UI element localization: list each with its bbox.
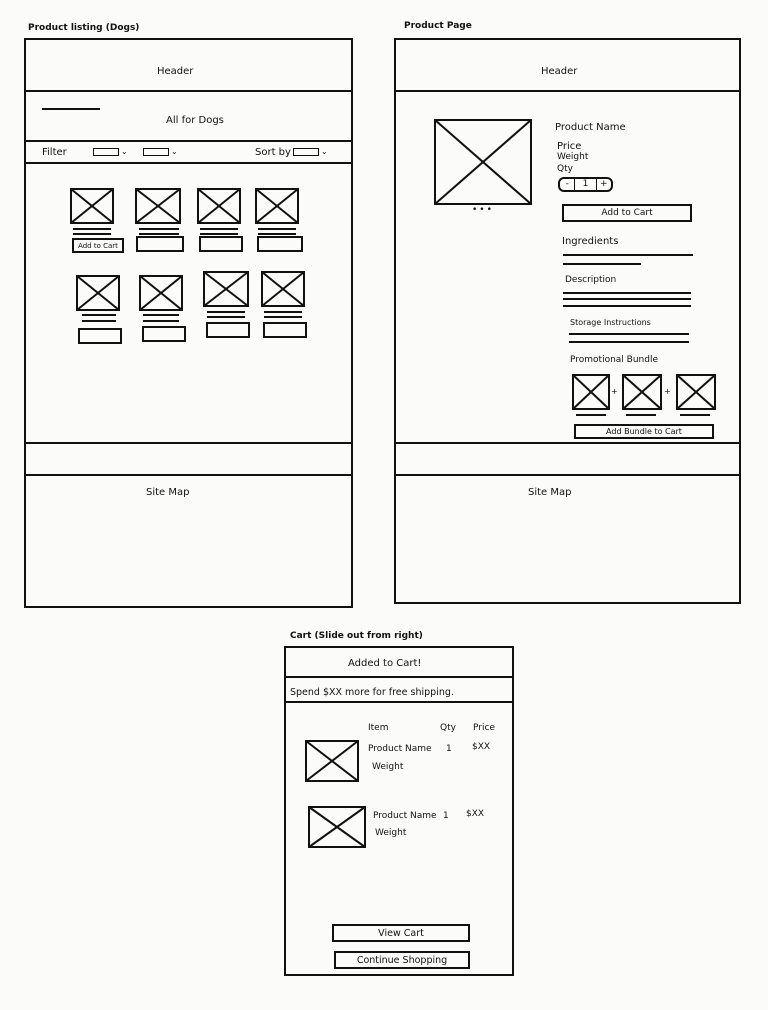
ingredients-heading: Ingredients (562, 236, 619, 247)
product-name: Product Name (555, 122, 626, 133)
text-line (82, 314, 116, 316)
text-line (264, 311, 302, 313)
cart-item-price: $XX (466, 809, 485, 819)
product-image-placeholder (70, 188, 114, 224)
text-line (563, 263, 641, 265)
cart-item-qty: 1 (446, 744, 452, 754)
divider (394, 442, 741, 444)
product-image-placeholder (197, 188, 241, 224)
text-line (563, 254, 693, 256)
continue-shopping-button[interactable]: Continue Shopping (334, 951, 470, 969)
col-qty-header: Qty (440, 723, 456, 733)
add-to-cart-button[interactable] (263, 322, 307, 338)
cart-added-title: Added to Cart! (348, 658, 422, 669)
product-image-placeholder (76, 275, 120, 311)
text-line (258, 233, 296, 235)
cart-item-weight: Weight (375, 828, 407, 838)
cart-caption: Cart (Slide out from right) (290, 631, 423, 641)
product-image-placeholder (139, 275, 183, 311)
qty-minus-button[interactable]: - (560, 179, 575, 190)
product-price: Price (557, 141, 582, 152)
cart-item-name: Product Name (368, 744, 432, 754)
divider (394, 474, 741, 476)
divider (284, 676, 514, 678)
product-weight: Weight (557, 152, 589, 162)
description-heading: Description (565, 275, 617, 285)
sort-dropdown[interactable] (293, 148, 319, 156)
text-line (73, 233, 111, 235)
text-line (207, 316, 245, 318)
product-image-placeholder (261, 271, 305, 307)
divider (394, 90, 741, 92)
text-line (626, 414, 656, 416)
cart-item-image (308, 806, 366, 848)
quantity-stepper[interactable] (558, 177, 613, 192)
add-to-cart-button[interactable] (257, 236, 303, 252)
add-to-cart-button[interactable] (78, 328, 122, 344)
bundle-plus-icon: + (664, 387, 671, 396)
cart-item-weight: Weight (372, 762, 404, 772)
divider (24, 474, 353, 476)
main-image-placeholder (434, 119, 532, 205)
product-caption: Product Page (404, 21, 472, 31)
col-item-header: Item (368, 723, 389, 733)
listing-site-map: Site Map (146, 487, 190, 498)
divider (24, 442, 353, 444)
bundle-image-placeholder (572, 374, 610, 410)
bundle-image-placeholder (676, 374, 716, 410)
add-to-cart-button[interactable] (206, 322, 250, 338)
add-to-cart-button[interactable] (136, 236, 184, 252)
gallery-dots[interactable]: ••• (472, 205, 494, 215)
view-cart-button[interactable]: View Cart (332, 924, 470, 942)
product-header: Header (541, 66, 578, 77)
text-line (563, 298, 691, 300)
bundle-image-placeholder (622, 374, 662, 410)
text-line (200, 233, 238, 235)
text-line (264, 316, 302, 318)
listing-header: Header (157, 66, 194, 77)
text-line (576, 414, 606, 416)
free-shipping-message: Spend $XX more for free shipping. (290, 687, 454, 698)
product-image-placeholder (203, 271, 249, 307)
bundle-plus-icon: + (611, 387, 618, 396)
divider (24, 140, 353, 142)
add-to-cart-button[interactable] (142, 326, 186, 342)
cart-item-price: $XX (472, 742, 491, 752)
bundle-heading: Promotional Bundle (570, 355, 659, 365)
text-line (82, 320, 116, 322)
text-line (200, 228, 238, 230)
cart-item-image (305, 740, 359, 782)
logo-placeholder (42, 108, 100, 110)
col-price-header: Price (473, 723, 495, 733)
product-site-map: Site Map (528, 487, 572, 498)
divider (24, 162, 353, 164)
text-line (143, 320, 179, 322)
listing-caption: Product listing (Dogs) (28, 23, 140, 33)
listing-page-title: All for Dogs (166, 115, 224, 126)
filter-dropdown-2[interactable] (143, 148, 169, 156)
text-line (569, 333, 689, 335)
text-line (139, 233, 179, 235)
add-to-cart-button[interactable] (199, 236, 243, 252)
chevron-down-icon: ⌄ (121, 147, 128, 156)
text-line (569, 341, 689, 343)
text-line (207, 311, 245, 313)
qty-label: Qty (557, 164, 573, 174)
cart-item-name: Product Name (373, 811, 437, 821)
text-line (680, 414, 710, 416)
cart-item-qty: 1 (443, 811, 449, 821)
divider (284, 701, 514, 703)
text-line (258, 228, 296, 230)
filter-dropdown-1[interactable] (93, 148, 119, 156)
text-line (563, 305, 691, 307)
add-bundle-button[interactable]: Add Bundle to Cart (574, 424, 714, 439)
text-line (73, 228, 111, 230)
product-image-placeholder (255, 188, 299, 224)
chevron-down-icon: ⌄ (171, 147, 178, 156)
product-image-placeholder (135, 188, 181, 224)
sort-label: Sort by (255, 147, 291, 158)
storage-heading: Storage Instructions (570, 318, 651, 327)
qty-value[interactable]: 1 (582, 179, 589, 189)
text-line (143, 314, 179, 316)
qty-plus-button[interactable]: + (596, 179, 611, 190)
chevron-down-icon: ⌄ (321, 147, 328, 156)
text-line (139, 228, 179, 230)
add-to-cart-button[interactable]: Add to Cart (72, 238, 124, 253)
filter-label: Filter (42, 147, 67, 158)
divider (24, 90, 353, 92)
text-line (563, 292, 691, 294)
add-to-cart-button[interactable]: Add to Cart (562, 204, 692, 222)
